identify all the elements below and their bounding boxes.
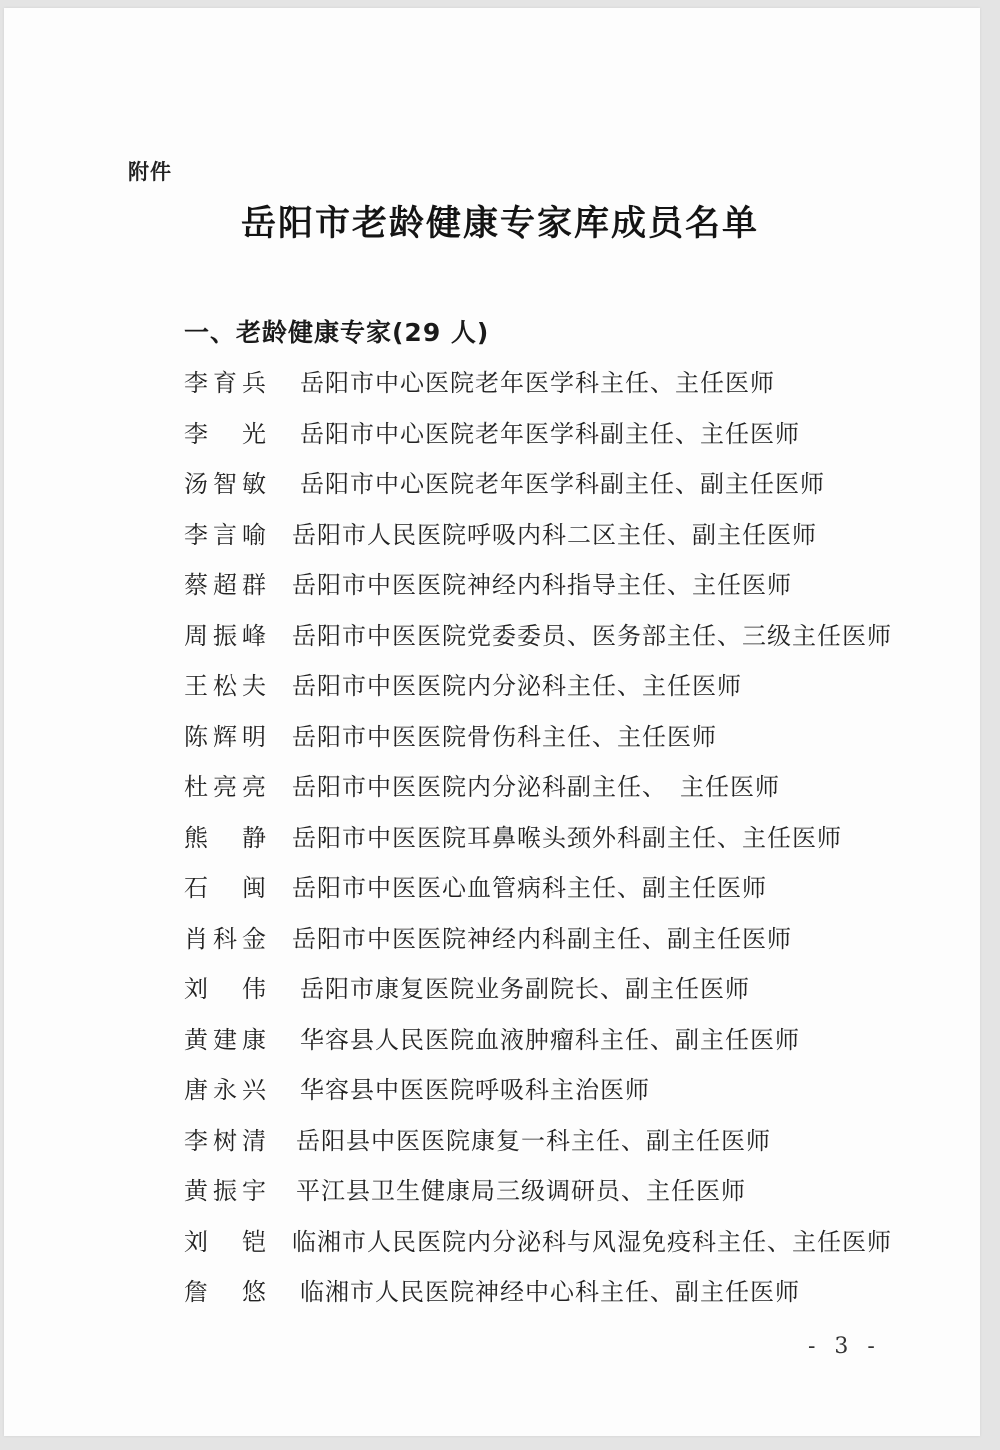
list-item	[0, 661, 1000, 712]
member-name: 李 光	[184, 419, 266, 448]
member-desc: 岳阳市人民医院呼吸内科二区主任、副主任医师	[292, 520, 817, 549]
member-desc: 岳阳市中医医心血管病科主任、副主任医师	[292, 874, 767, 902]
member-name: 李育兵	[184, 369, 266, 397]
member-name: 刘 伟	[184, 975, 266, 1003]
member-desc: 岳阳市康复医院业务副院长、副主任医师	[300, 975, 750, 1003]
list-item	[0, 1015, 1000, 1066]
list-item	[0, 510, 1000, 561]
member-name: 王松夫	[184, 672, 266, 700]
member-name: 李树清	[184, 1126, 266, 1155]
member-name: 黄建康	[184, 1025, 266, 1054]
list-item	[0, 611, 1000, 662]
member-desc: 岳阳市中医医院耳鼻喉头颈外科副主任、主任医师	[292, 823, 842, 852]
member-list	[0, 358, 1000, 1318]
member-desc: 岳阳市中心医院老年医学科副主任、副主任医师	[300, 470, 825, 498]
member-desc: 临湘市人民医院内分泌科与风湿免疫科主任、主任医师	[292, 1227, 892, 1256]
member-name: 詹 悠	[184, 1278, 266, 1306]
member-name: 汤智敏	[184, 470, 266, 498]
member-name: 黄振宇	[184, 1177, 266, 1205]
member-name: 肖科金	[184, 924, 266, 953]
member-desc: 岳阳市中医医院骨伤科主任、主任医师	[292, 722, 717, 751]
list-item	[0, 1217, 1000, 1268]
list-item	[0, 560, 1000, 611]
list-item	[0, 863, 1000, 914]
member-desc: 岳阳县中医医院康复一科主任、副主任医师	[296, 1126, 771, 1155]
list-item	[0, 1166, 1000, 1217]
list-item	[0, 762, 1000, 813]
section-heading: 一、老龄健康专家(29 人)	[184, 318, 490, 347]
member-name: 杜亮亮	[184, 773, 266, 801]
member-desc: 岳阳市中医医院党委委员、医务部主任、三级主任医师	[292, 621, 892, 650]
member-desc: 临湘市人民医院神经中心科主任、副主任医师	[300, 1278, 800, 1306]
list-item	[0, 964, 1000, 1015]
member-desc: 岳阳市中心医院老年医学科主任、主任医师	[300, 369, 775, 397]
list-item	[0, 914, 1000, 965]
list-item	[0, 459, 1000, 510]
member-desc: 岳阳市中医医院神经内科指导主任、主任医师	[292, 571, 792, 599]
member-name: 李言喻	[184, 520, 266, 549]
list-item	[0, 1065, 1000, 1116]
member-name: 石 闽	[184, 874, 266, 902]
member-desc: 岳阳市中医医院内分泌科副主任、 主任医师	[292, 773, 780, 801]
member-name: 蔡超群	[184, 571, 266, 599]
member-desc: 华容县人民医院血液肿瘤科主任、副主任医师	[300, 1025, 800, 1054]
list-item	[0, 358, 1000, 409]
list-item	[0, 409, 1000, 460]
member-desc: 平江县卫生健康局三级调研员、主任医师	[296, 1177, 746, 1205]
member-name: 周振峰	[184, 621, 266, 650]
member-name: 陈辉明	[184, 722, 266, 751]
list-item	[0, 1267, 1000, 1318]
member-name: 熊 静	[184, 823, 266, 852]
member-desc: 华容县中医医院呼吸科主治医师	[300, 1076, 650, 1104]
member-desc: 岳阳市中心医院老年医学科副主任、主任医师	[300, 419, 800, 448]
list-item	[0, 1116, 1000, 1167]
list-item	[0, 813, 1000, 864]
attachment-label: 附件	[128, 160, 172, 184]
document-title: 岳阳市老龄健康专家库成员名单	[240, 203, 759, 244]
member-desc: 岳阳市中医医院内分泌科主任、主任医师	[292, 672, 742, 700]
member-name: 唐永兴	[184, 1076, 266, 1104]
member-name: 刘 铠	[184, 1227, 266, 1256]
member-desc: 岳阳市中医医院神经内科副主任、副主任医师	[292, 924, 792, 953]
list-item	[0, 712, 1000, 763]
page-number: - 3 -	[808, 1334, 881, 1359]
